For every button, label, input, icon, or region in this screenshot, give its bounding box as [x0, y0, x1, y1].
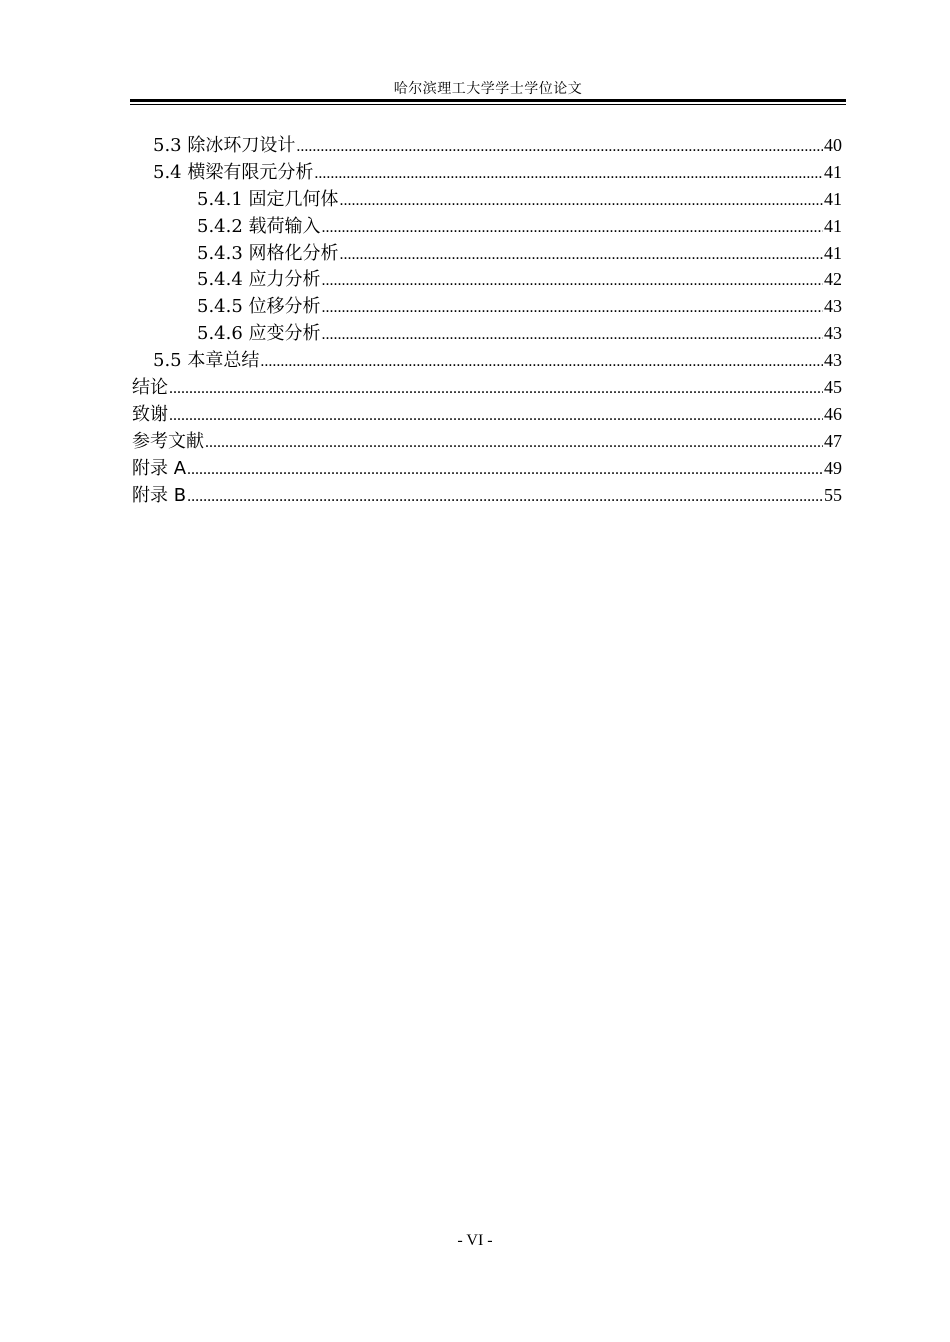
toc-leader-dots: [205, 430, 823, 457]
toc-leader-dots: [296, 134, 823, 161]
toc-entry[interactable]: [132, 266, 842, 293]
toc-leader-dots: [187, 457, 823, 484]
toc-entry-page: 43: [824, 296, 842, 317]
toc-entry-title: 5.4.5 位移分析: [197, 296, 321, 318]
toc-entry[interactable]: [132, 482, 842, 509]
toc-leader-dots: [314, 161, 823, 188]
toc-entry-page: 41: [824, 188, 842, 209]
toc-entry[interactable]: [132, 428, 842, 455]
toc-entry[interactable]: [132, 186, 842, 213]
running-header: 哈尔滨理工大学学士学位论文: [393, 81, 583, 97]
toc-entry-title: 附录 A: [132, 457, 187, 479]
toc-entry-title: 结论: [132, 377, 168, 399]
toc-leader-dots: [322, 215, 823, 242]
toc-entry-title: 5.5 本章总结: [153, 350, 260, 372]
toc-entry[interactable]: [132, 347, 842, 374]
table-of-contents: [132, 132, 842, 508]
toc-entry-title: 5.4.3 网格化分析: [197, 242, 339, 264]
toc-entry-page: 47: [824, 430, 842, 451]
toc-entry-page: 46: [824, 403, 842, 424]
toc-entry-page: 45: [824, 377, 842, 398]
toc-entry-title: 5.4.6 应变分析: [197, 323, 321, 345]
toc-entry-page: 49: [824, 457, 842, 478]
header-rule-thin: [130, 104, 846, 105]
toc-entry[interactable]: [132, 374, 842, 401]
toc-entry-page: 55: [824, 484, 842, 505]
toc-leader-dots: [340, 242, 823, 269]
toc-entry[interactable]: [132, 320, 842, 347]
page-number: - VI -: [457, 1232, 493, 1249]
toc-leader-dots: [169, 403, 823, 430]
toc-leader-dots: [169, 376, 823, 403]
toc-entry[interactable]: [132, 132, 842, 159]
toc-entry[interactable]: [132, 455, 842, 482]
toc-entry-page: 41: [824, 215, 842, 236]
toc-entry-page: 41: [824, 161, 842, 182]
toc-entry-title: 5.4.2 载荷输入: [197, 215, 321, 237]
toc-entry-title: 5.4 横梁有限元分析: [153, 161, 314, 183]
toc-leader-dots: [260, 349, 823, 376]
toc-leader-dots: [340, 188, 823, 215]
toc-entry-page: 41: [824, 242, 842, 263]
toc-entry[interactable]: [132, 159, 842, 186]
toc-leader-dots: [187, 484, 823, 511]
toc-leader-dots: [322, 295, 823, 322]
toc-entry-title: 致谢: [132, 403, 168, 425]
toc-entry-title: 参考文献: [132, 430, 204, 452]
toc-entry[interactable]: [132, 293, 842, 320]
toc-entry-title: 5.4.1 固定几何体: [197, 188, 339, 210]
toc-entry-page: 42: [824, 269, 842, 290]
toc-entry[interactable]: [132, 401, 842, 428]
toc-entry-title: 5.3 除冰环刀设计: [153, 135, 296, 156]
toc-entry-page: 40: [824, 135, 842, 155]
toc-entry[interactable]: [132, 240, 842, 267]
toc-leader-dots: [322, 268, 823, 295]
toc-entry-title: 附录 B: [132, 484, 187, 506]
header-rule-thick: [130, 99, 846, 102]
toc-entry-page: 43: [824, 350, 842, 371]
toc-leader-dots: [322, 322, 823, 349]
toc-entry-title: 5.4.4 应力分析: [197, 269, 321, 291]
toc-entry[interactable]: [132, 213, 842, 240]
toc-entry-page: 43: [824, 323, 842, 344]
